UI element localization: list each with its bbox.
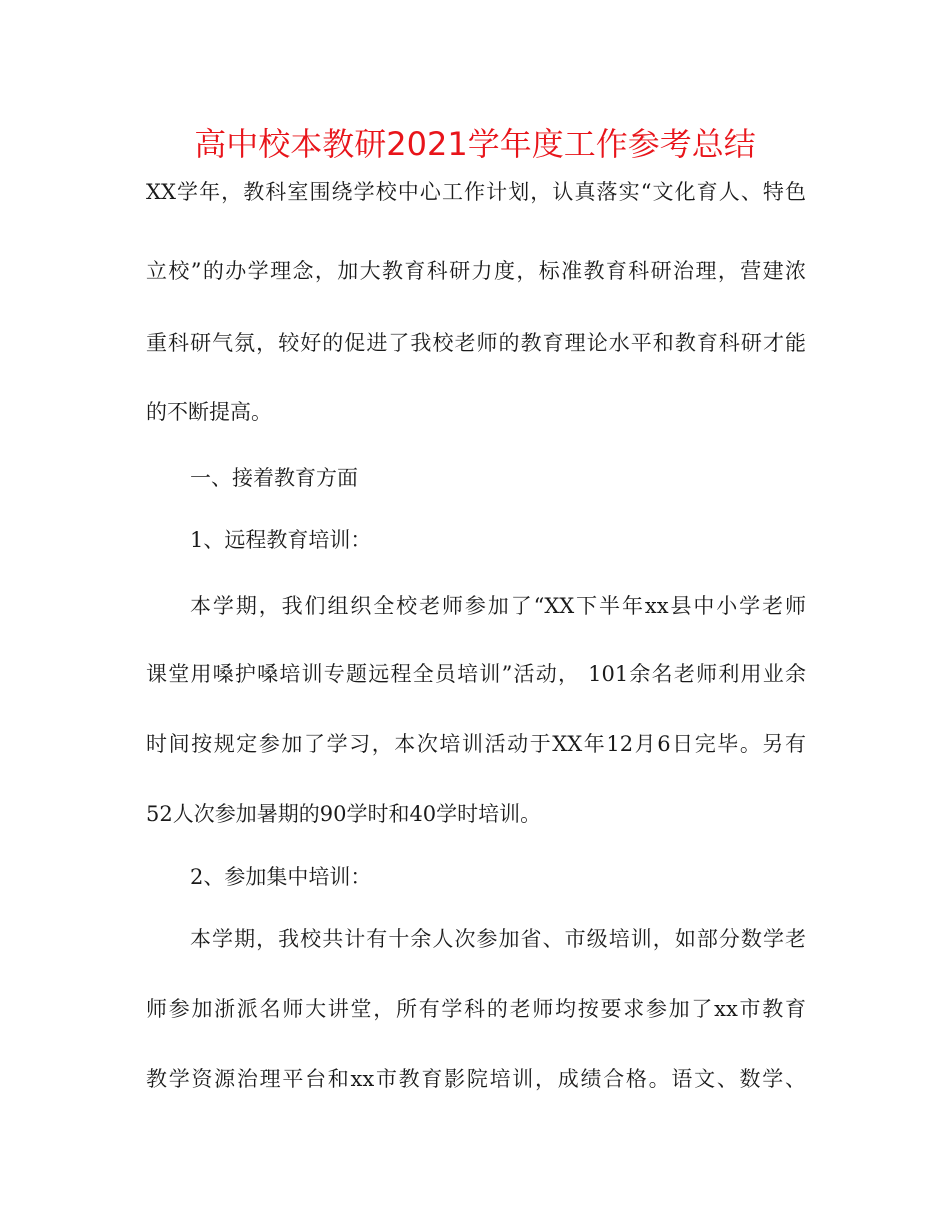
paragraph-line-7: 时间按规定参加了学习，本次培训活动于XX年12月6日完毕。另有	[146, 732, 806, 756]
paragraph-line-6: 课堂用嗓护嗓培训专题远程全员培训”活动， 101余名老师利用业余	[146, 662, 806, 686]
paragraph-line-3: 重科研气氛，较好的促进了我校老师的教育理论水平和教育科研才能	[146, 331, 806, 355]
paragraph-line-10: 师参加浙派名师大讲堂，所有学科的老师均按要求参加了xx市教育	[146, 997, 806, 1021]
paragraph-line-2: 立校”的办学理念，加大教育科研力度，标准教育科研治理，营建浓	[146, 259, 806, 283]
subsection-heading-1: 1、远程教育培训：	[190, 528, 372, 552]
paragraph-line-1: XX学年，教科室围绕学校中心工作计划，认真落实“文化育人、特色	[146, 180, 806, 204]
paragraph-line-5: 本学期，我们组织全校老师参加了“XX下半年xx县中小学老师	[190, 594, 806, 618]
document-title: 高中校本教研2021学年度工作参考总结	[194, 125, 756, 163]
paragraph-line-8: 52人次参加暑期的90学时和40学时培训。	[146, 802, 542, 826]
paragraph-line-4: 的不断提高。	[146, 400, 272, 424]
paragraph-line-9: 本学期，我校共计有十余人次参加省、市级培训，如部分数学老	[190, 927, 806, 951]
subsection-heading-2: 2、参加集中培训：	[190, 865, 372, 889]
paragraph-line-11: 教学资源治理平台和xx市教育影院培训，成绩合格。语文、数学、	[146, 1067, 806, 1091]
section-heading-1: 一、接着教育方面	[190, 466, 358, 490]
